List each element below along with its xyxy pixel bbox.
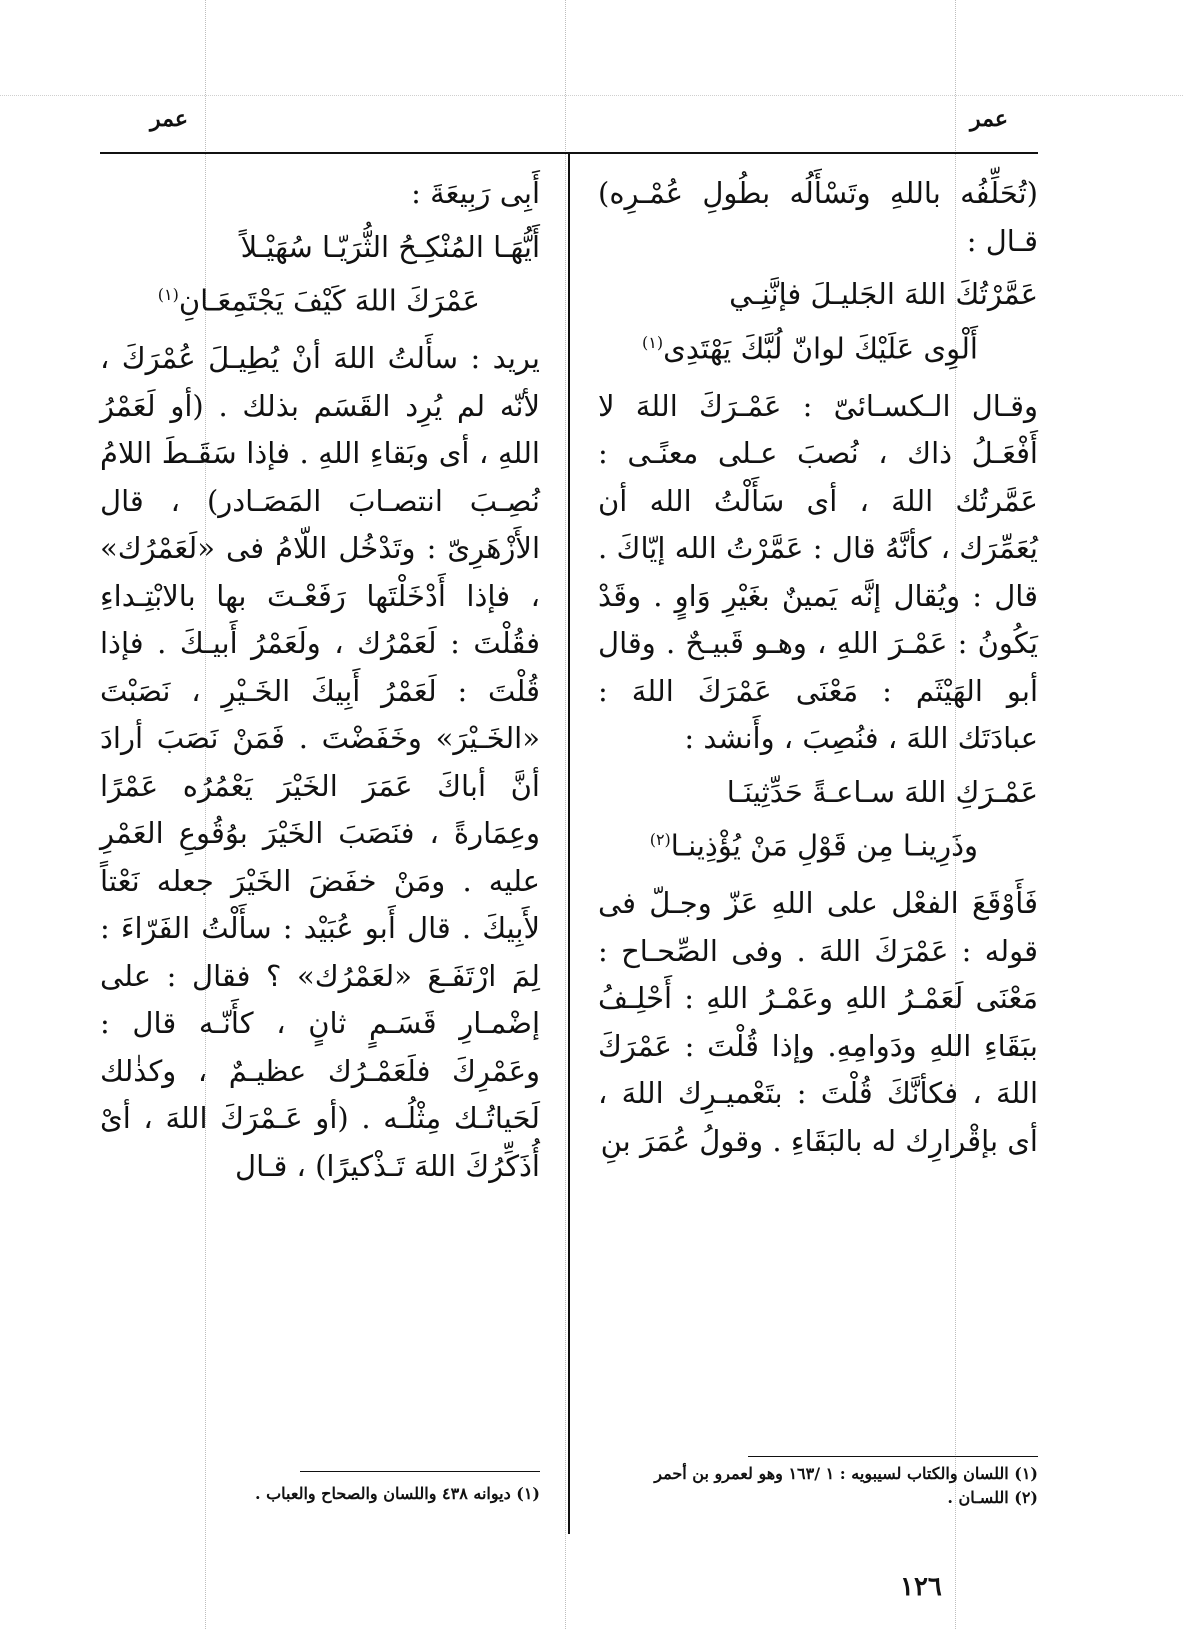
running-head-left: عمر bbox=[150, 106, 188, 132]
column-divider bbox=[568, 154, 570, 1534]
footnotes-right bbox=[598, 1462, 1038, 1510]
verse-first-hemistich: عَمَّرْتُكَ اللهَ الجَليـلَ فإنَّنِـي bbox=[729, 277, 1038, 311]
verse-first-hemistich: عَمْـرَكِ اللهَ سـاعـةً حَدِّثِينَـا bbox=[726, 774, 1038, 809]
page-number: ١٢٦ bbox=[900, 1572, 942, 1602]
right-column bbox=[598, 170, 1038, 1165]
footnote: (١) ديوانه ٤٣٨ واللسان والصحاح والعباب . bbox=[254, 1484, 540, 1503]
scan-guide-line bbox=[0, 95, 1183, 96]
verse-second-hemistich: وذَرِينـا مِن قَوْلِ مَنْ يُؤْذِينـا$^{(٢)}$ bbox=[649, 828, 978, 863]
scan-guide-line bbox=[565, 0, 566, 1629]
paragraph: (تُحَلِّفُه باللهِ وتَسْأَلُه بطُولِ عُمْـرِه) قـال : bbox=[598, 176, 1038, 258]
running-head-right: عمر bbox=[970, 106, 1008, 132]
footnote: (٢) اللسـان . bbox=[947, 1488, 1038, 1507]
poetry-verse bbox=[100, 224, 540, 326]
footnote: (١) اللسان والكتاب لسيبويه : ١ /١٦٣ وهو لعمرو بن أحمر bbox=[654, 1464, 1038, 1483]
verse-second-hemistich: أَلْوِى عَلَيْكَ لوانّ لُبَّكَ يَهْتَدِى$^{(١)}$ bbox=[642, 331, 978, 366]
verse-second-hemistich: عَمْرَكَ اللهَ كَيْفَ يَجْتَمِعَـانِ$^{(١)}$ bbox=[157, 283, 480, 318]
poetry-verse bbox=[598, 769, 1038, 871]
paragraph: وقـال الـكسـائىّ : عَمْـرَكَ اللهَ لا أَفْعَـلُ ذاك ، نُصبَ عـلى معنًـى : عَمَّرتُك اللهَ ، أى سَأَلْتُ الله أن يُعَمِّرَك ، كأنَّهُ قال : عَمَّرْتُ الله إيّاكَ . قال : ويُقال إنَّه يَمينٌ بغَيْرِ وَاوٍ . وقَدْ يَكُونُ : عَمْـرَ اللهِ ، وهـو قَبيـحٌ . وقال أبو الهَيْثَم : مَعْنَى عَمْرَكَ اللهَ : عبادَتَك اللهَ ، فنُصِبَ ، وأَنشد : bbox=[598, 388, 1038, 756]
footnote-rule bbox=[300, 1471, 540, 1472]
verse-first-hemistich: أَيُّهَـا المُنْكِـحُ الثُّرَيّـا سُهَيْـلاً bbox=[240, 229, 540, 264]
footnote-marker: (١) bbox=[157, 285, 179, 304]
footnote-rule bbox=[748, 1456, 1038, 1457]
poetry-verse bbox=[598, 271, 1038, 373]
footnote-marker: (٢) bbox=[649, 830, 671, 850]
paragraph: يريد : سأَلتُ اللهَ أنْ يُطِيـلَ عُمْرَكَ ، لأنّه لم يُرِد القَسَم بذلك . (أو لَعَمْرُ اللهِ ، أى وبَقاءِ اللهِ . فإذا سَقَـطَ اللامُ نُصِـبَ انتصـابَ المَصَـادر) ، قال الأَزْهَرِىّ : وتَدْخُل اللّامُ فى «لَعَمْرُك» ، فإذا أَدْخَلْتَها رَفَعْـتَ بها بالابْتِـداءِ فقُلْتَ : لَعَمْرُك ، ولَعَمْرُ أَبيـكَ . فإذا قُلْتَ : لَعَمْرُ أَبِيكَ الخَـيْرِ ، نَصَبْتَ «الخَـيْرَ» وخَفَضْتَ . فَمَنْ نَصَبَ أرادَ أنَّ أباكَ عَمَرَ الخَيْرَ يَعْمُرُه عَمْرًا وعِمَارةً ، فنَصَبَ الخَيْرَ بوُقُوعِ العَمْرِ عليه . ومَنْ خفَضَ الخَيْرَ جعله نَعْتاً لأَبِيكَ . قال أَبو عُبَيْد : سأَلْتُ الفَرّاءَ : لِمَ ارْتَفَـعَ «لعَمْرُك» ؟ فقال : على إضْمـارِ قَسَـمٍ ثانٍ ، كأَنّـه قال : وعَمْرِكَ فلَعَمْـرُك عظيـمٌ ، وكذٰلك لَحَياتُـك مِثْلُـه . (أو عَـمْرَكَ اللهَ ، أىْ أُذَكِّرُكَ اللهَ تَـذْكيرًا) ، قـال bbox=[100, 341, 540, 1183]
footnote-marker: (١) bbox=[642, 332, 664, 352]
footnotes-left bbox=[100, 1482, 540, 1506]
left-column bbox=[100, 170, 540, 1190]
paragraph: أَبِى رَبِيعَةَ : bbox=[411, 176, 540, 210]
paragraph: فَأَوْقَعَ الفعْل على اللهِ عَزّ وجـلّ فى قوله : عَمْرَكَ اللهَ . وفى الصِّحـاح : مَعْنَى لَعَمْـرُ اللهِ وعَمْـرُ اللهِ : أَحْلِـفُ ببَقَاءِ اللهِ ودَوامِهِ. وإذا قُلْتَ : عَمْرَكَ اللهَ ، فكأنَّكَ قُلْتَ : بتَعْميـرِك اللهَ ، أى بإقْرارِك له بالبَقَاءِ . وقولُ عُمَرَ بنِ bbox=[598, 886, 1038, 1158]
